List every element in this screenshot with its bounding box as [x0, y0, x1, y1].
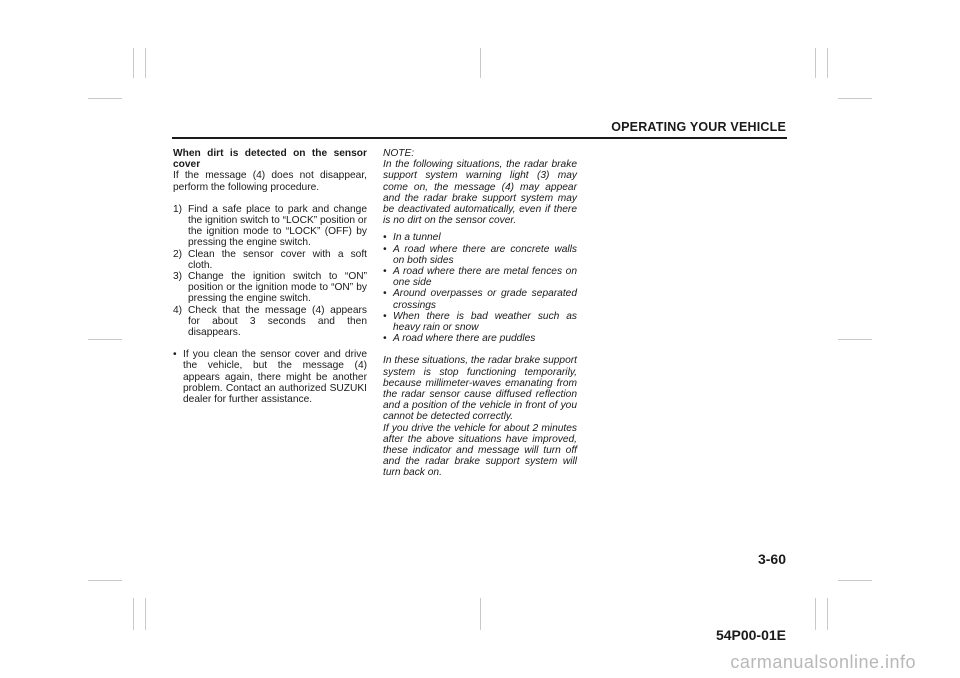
advice-bullet	[173, 349, 367, 405]
document-code: 54P00-01E	[715, 627, 786, 643]
situation-item	[383, 333, 577, 344]
crop-mark	[145, 598, 146, 630]
step-text: Clean the sensor cover with a soft cloth.	[188, 248, 367, 271]
situation-list	[383, 232, 577, 344]
procedure-step	[173, 249, 367, 271]
note-intro: In the following situations, the radar brake support system warning light (3) may come on, the message (4) may appear and the radar brake support system may be deactivated automatically, even if there is no dirt on the sensor cover.	[383, 159, 577, 227]
situation-item	[383, 244, 577, 266]
crop-mark	[88, 98, 122, 99]
step-text: Check that the message (4) appears for about 3 seconds and then disappears.	[188, 304, 367, 339]
crop-mark	[838, 98, 872, 99]
crop-mark	[827, 48, 828, 78]
bullet-mark: •	[383, 232, 387, 244]
crop-mark	[88, 339, 122, 340]
step-text: Change the ignition switch to “ON” position or the ignition mode to “ON” by pressing the engine switch.	[188, 271, 367, 305]
situation-text: Around overpasses or grade separated crossings	[393, 288, 577, 311]
procedure-step	[173, 305, 367, 339]
crop-mark	[815, 598, 816, 630]
step-number: 4)	[173, 304, 183, 316]
bullet-mark: •	[383, 288, 387, 300]
intro-paragraph: If the message (4) does not disappear, perform the following procedure.	[173, 170, 367, 193]
explanation-paragraph: In these situations, the radar brake support system is stop functioning temporarily, because millimeter-waves emanating from the radar sensor cause diffused reflection and a position of the vehicle in front of you cannot be detected correctly.	[383, 355, 577, 423]
header-rule	[172, 137, 787, 139]
crop-mark	[145, 48, 146, 78]
left-column	[173, 148, 367, 405]
crop-mark	[815, 48, 816, 78]
situation-text: In a tunnel	[393, 232, 441, 244]
crop-mark	[838, 339, 872, 340]
recovery-paragraph: If you drive the vehicle for about 2 minutes after the above situations have improved, these indicator and message will turn off and the radar brake support system will turn back on.	[383, 422, 577, 479]
note-label: NOTE:	[383, 148, 415, 159]
advice-text: If you clean the sensor cover and drive the vehicle, but the message (4) appears again, there might be another problem. Contact an authorized SUZUKI dealer for further assistance.	[183, 349, 367, 406]
situation-item	[383, 288, 577, 310]
bullet-mark: •	[173, 349, 177, 361]
step-number: 1)	[173, 203, 183, 215]
crop-mark	[480, 598, 481, 630]
bullet-mark: •	[383, 333, 387, 345]
situation-item	[383, 232, 577, 243]
bullet-mark: •	[383, 243, 387, 255]
procedure-steps	[173, 204, 367, 338]
situation-text: A road where there are metal fences on one side	[393, 266, 577, 289]
situation-text: When there is bad weather such as heavy rain or snow	[393, 310, 577, 334]
situation-text: A road where there are puddles	[393, 333, 536, 345]
situation-text: A road where there are concrete walls on both sides	[393, 243, 577, 266]
crop-mark	[838, 580, 872, 581]
crop-mark	[133, 48, 134, 78]
bullet-mark: •	[383, 266, 387, 278]
crop-mark	[827, 598, 828, 630]
right-column	[383, 148, 577, 479]
step-number: 2)	[173, 248, 183, 260]
bullet-mark: •	[383, 310, 387, 322]
watermark: carmanualsonline.info	[730, 652, 916, 672]
step-text: Find a safe place to park and change the ignition switch to “LOCK” position or the ignition mode to “LOCK” (OFF) by pressing the engine switch.	[188, 203, 367, 249]
situation-item	[383, 311, 577, 333]
section-heading: When dirt is detected on the sensor cover	[173, 148, 367, 171]
crop-mark	[88, 580, 122, 581]
crop-mark	[480, 48, 481, 78]
page-number: 3-60	[757, 551, 786, 567]
procedure-step	[173, 271, 367, 305]
procedure-step	[173, 204, 367, 249]
situation-item	[383, 266, 577, 288]
crop-mark	[133, 598, 134, 630]
section-title: OPERATING YOUR VEHICLE	[611, 120, 786, 134]
step-number: 3)	[173, 271, 183, 283]
